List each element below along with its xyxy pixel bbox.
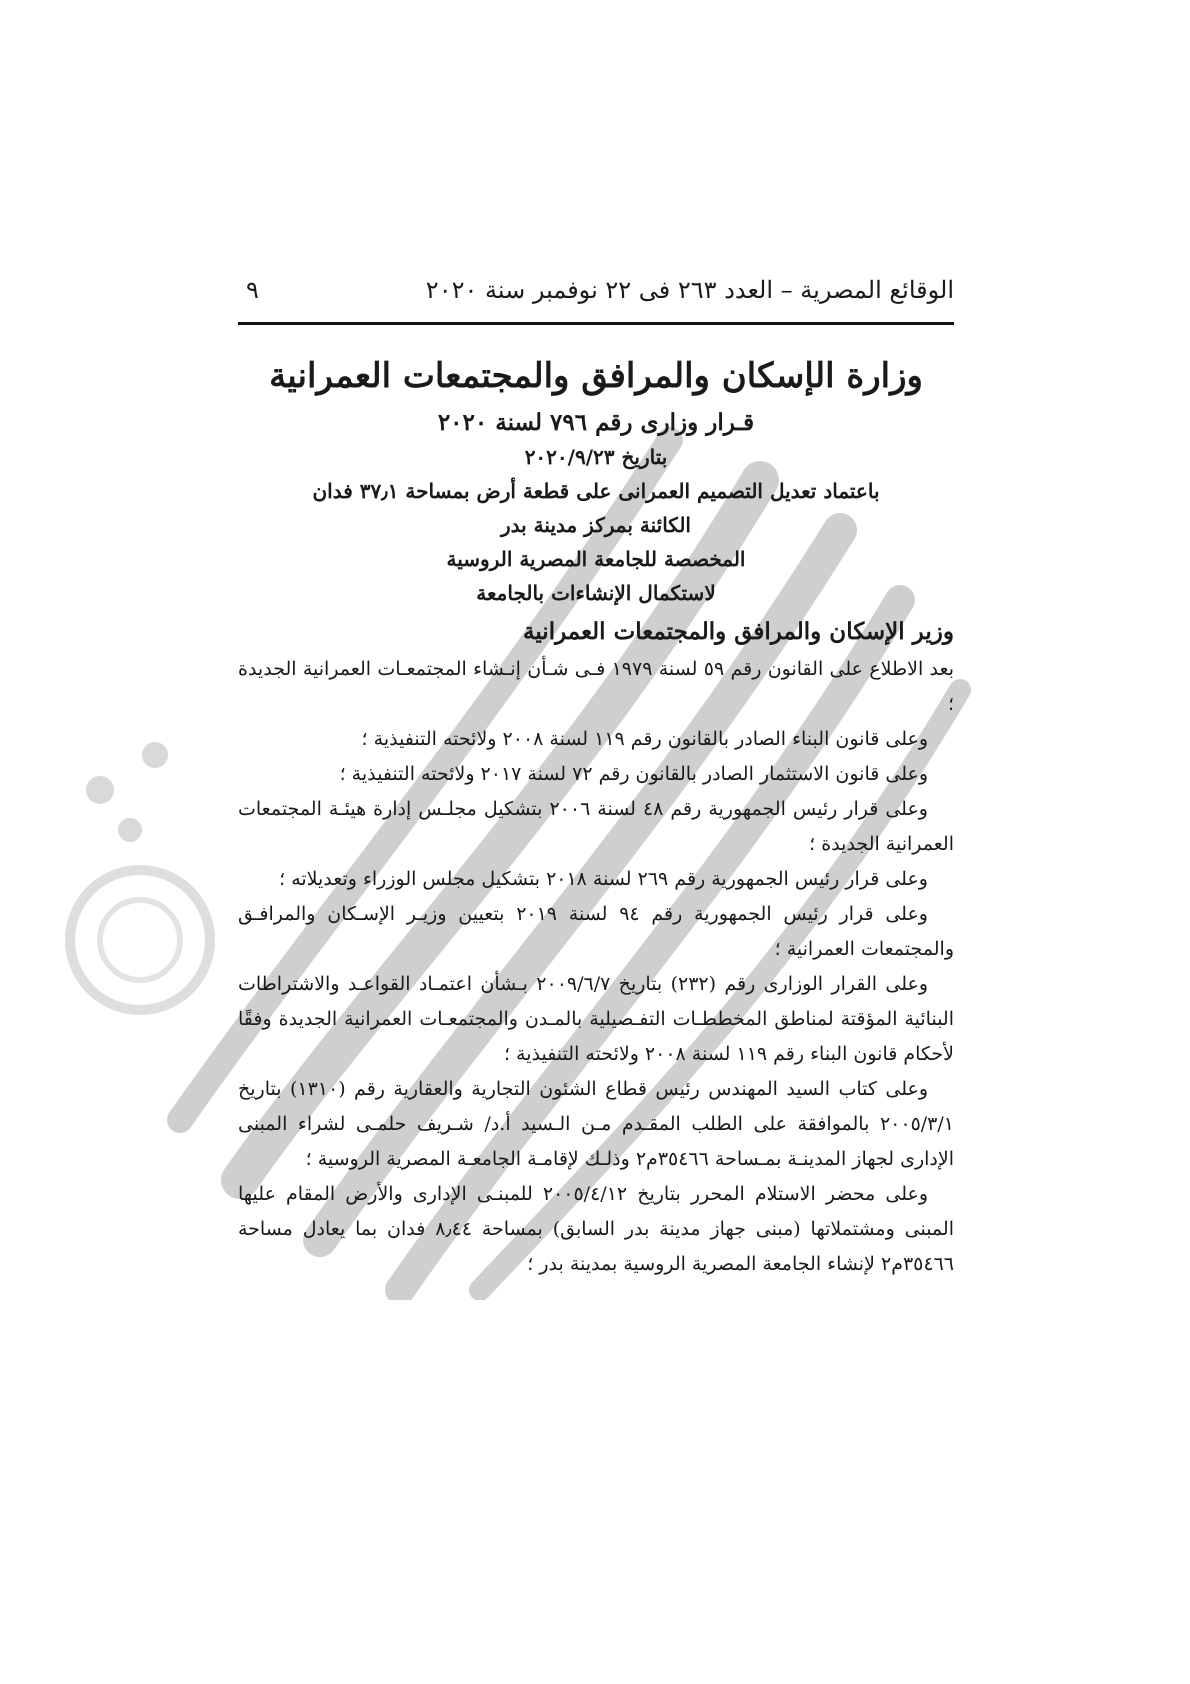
preamble-paragraph: بعد الاطلاع على القانون رقم ٥٩ لسنة ١٩٧٩ فـى شـأن إنـشاء المجتمعـات العمرانية الجديدة ؛	[238, 658, 954, 715]
watermark-dot	[142, 742, 168, 768]
preamble-paragraph: وعلى قانون الاستثمار الصادر بالقانون رقم ٧٢ لسنة ٢٠١٧ ولائحته التنفيذية ؛	[339, 763, 928, 785]
page-number: ٩	[246, 276, 259, 304]
preamble-paragraph: وعلى القرار الوزارى رقم (٢٣٢) بتاريخ ٢٠٠٩/٦/٧ بـشأن اعتمـاد القواعـد والاشتراطات البنائية المؤقتة لمناطق المخططـات التفـصيلية بالمـدن والمجتمعـات العمرانية الجديدة وفقًا لأحكام قانون البناء رقم ١١٩ لسنة ٢٠٠٨ ولائحته التنفيذية ؛	[238, 973, 954, 1065]
preamble-paragraph: وعلى قرار رئيس الجمهورية رقم ٩٤ لسنة ٢٠١٩ بتعيين وزيـر الإسـكان والمرافـق والمجتمعات العمرانية ؛	[238, 903, 954, 960]
header-divider	[238, 322, 954, 325]
ministry-heading: وزارة الإسكان والمرافق والمجتمعات العمرانية	[269, 356, 923, 396]
preamble-paragraph: وعلى كتاب السيد المهندس رئيس قطاع الشئون التجارية والعقارية رقم (١٣١٠) بتاريخ ٢٠٠٥/٣/١ بالموافقة على الطلب المقـدم مـن الـسيد أ.د/ شـريف حلمـى لشراء المبنى الإدارى لجهاز المدينـة بمـساحة ٣٥٤٦٦م٢ وذلـك لإقامـة الجامعـة المصرية الروسية ؛	[238, 1078, 954, 1170]
decree-subject-line: لاستكمال الإنشاءات بالجامعة	[476, 581, 716, 605]
watermark-dot	[86, 776, 114, 804]
minister-heading: وزير الإسكان والمرافق والمجتمعات العمرانية	[523, 618, 954, 645]
decree-subject-line: المخصصة للجامعة المصرية الروسية	[446, 547, 746, 571]
decree-subject-line: الكائنة بمركز مدينة بدر	[501, 513, 691, 537]
watermark-seal	[70, 870, 210, 1010]
document-body	[238, 344, 954, 1282]
preamble-paragraph: وعلى قرار رئيس الجمهورية رقم ٢٦٩ لسنة ٢٠١٨ بتشكيل مجلس الوزراء وتعديلاته ؛	[279, 868, 928, 890]
watermark-dot	[118, 818, 142, 842]
preamble-paragraph: وعلى قانون البناء الصادر بالقانون رقم ١١٩ لسنة ٢٠٠٨ ولائحته التنفيذية ؛	[361, 728, 928, 750]
decree-title: قـرار وزارى رقم ٧٩٦ لسنة ٢٠٢٠	[437, 409, 755, 436]
decree-subject-line: باعتماد تعديل التصميم العمرانى على قطعة أرض بمساحة ٣٧٫١ فدان	[312, 479, 880, 503]
gazette-title: الوقائع المصرية – العدد ٢٦٣ فى ٢٢ نوفمبر سنة ٢٠٢٠	[425, 276, 954, 304]
preamble-paragraph: وعلى قرار رئيس الجمهورية رقم ٤٨ لسنة ٢٠٠٦ بتشكيل مجلـس إدارة هيئـة المجتمعات العمرانية الجديدة ؛	[238, 798, 954, 855]
gazette-header	[238, 268, 954, 324]
decree-date: بتاريخ ٢٠٢٠/٩/٢٣	[524, 445, 668, 469]
preamble-paragraph: وعلى محضر الاستلام المحرر بتاريخ ٢٠٠٥/٤/١٢ للمبنـى الإدارى والأرض المقام عليها المبنى ومشتملاتها (مبنى جهاز مدينة بدر السابق) بمساحة ٨٫٤٤ فدان بما يعادل مساحة ٣٥٤٦٦م٢ لإنشاء الجامعة المصرية الروسية بمدينة بدر ؛	[238, 1183, 954, 1275]
watermark-seal-inner	[100, 900, 180, 980]
